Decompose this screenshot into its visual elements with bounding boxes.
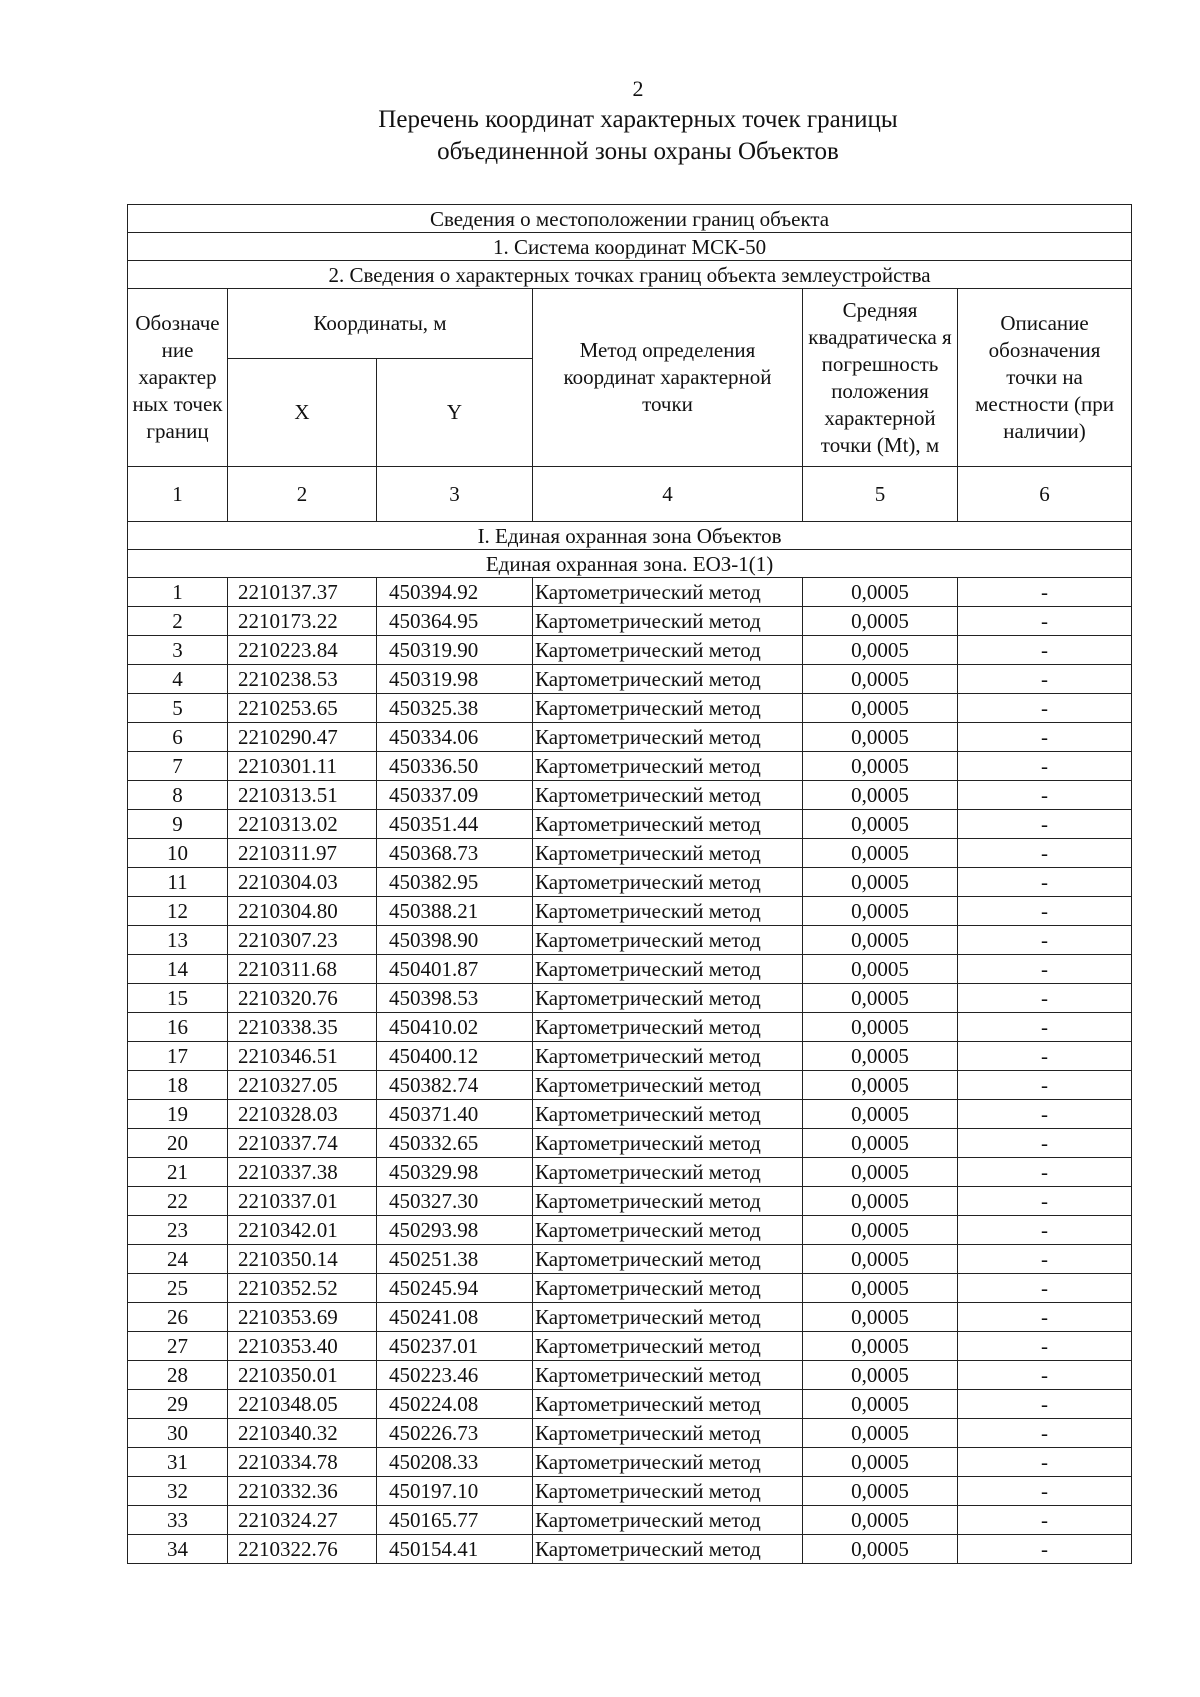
description-cell: - <box>958 1535 1132 1564</box>
coord-x: 2210337.74 <box>228 1129 377 1158</box>
error-cell: 0,0005 <box>803 1071 958 1100</box>
coord-y: 450319.90 <box>377 636 533 665</box>
table-row <box>128 636 1132 665</box>
description-cell: - <box>958 607 1132 636</box>
table-row <box>128 1274 1132 1303</box>
coord-y: 450368.73 <box>377 839 533 868</box>
coord-y: 450223.46 <box>377 1361 533 1390</box>
error-cell: 0,0005 <box>803 1042 958 1071</box>
point-number: 9 <box>128 810 228 839</box>
table-row <box>128 781 1132 810</box>
coord-y: 450398.90 <box>377 926 533 955</box>
method-cell: Картометрический метод <box>533 1419 803 1448</box>
coord-x: 2210311.68 <box>228 955 377 984</box>
point-number: 15 <box>128 984 228 1013</box>
error-cell: 0,0005 <box>803 752 958 781</box>
coord-x: 2210327.05 <box>228 1071 377 1100</box>
coord-y: 450197.10 <box>377 1477 533 1506</box>
error-cell: 0,0005 <box>803 1506 958 1535</box>
description-cell: - <box>958 752 1132 781</box>
coord-x: 2210338.35 <box>228 1013 377 1042</box>
coord-x: 2210173.22 <box>228 607 377 636</box>
description-cell: - <box>958 1361 1132 1390</box>
description-cell: - <box>958 1245 1132 1274</box>
error-cell: 0,0005 <box>803 1216 958 1245</box>
table-row <box>128 694 1132 723</box>
point-number: 7 <box>128 752 228 781</box>
description-cell: - <box>958 1303 1132 1332</box>
coord-y: 450208.33 <box>377 1448 533 1477</box>
table-row <box>128 984 1132 1013</box>
point-number: 3 <box>128 636 228 665</box>
coord-y: 450364.95 <box>377 607 533 636</box>
table-row <box>128 1390 1132 1419</box>
col-number: 2 <box>228 467 377 522</box>
error-cell: 0,0005 <box>803 868 958 897</box>
coord-y: 450325.38 <box>377 694 533 723</box>
error-cell: 0,0005 <box>803 723 958 752</box>
coord-y: 450251.38 <box>377 1245 533 1274</box>
table-row <box>128 1448 1132 1477</box>
coord-y: 450154.41 <box>377 1535 533 1564</box>
description-cell: - <box>958 1274 1132 1303</box>
point-number: 31 <box>128 1448 228 1477</box>
table-row <box>128 1013 1132 1042</box>
coord-x: 2210340.32 <box>228 1419 377 1448</box>
method-cell: Картометрический метод <box>533 578 803 607</box>
col-header-method: Метод определения координат характерной точки <box>533 289 803 467</box>
description-cell: - <box>958 1477 1132 1506</box>
coord-x: 2210324.27 <box>228 1506 377 1535</box>
table-row <box>128 1071 1132 1100</box>
coord-y: 450224.08 <box>377 1390 533 1419</box>
table-row <box>128 578 1132 607</box>
method-cell: Картометрический метод <box>533 1013 803 1042</box>
method-cell: Картометрический метод <box>533 1535 803 1564</box>
error-cell: 0,0005 <box>803 578 958 607</box>
error-cell: 0,0005 <box>803 810 958 839</box>
point-number: 28 <box>128 1361 228 1390</box>
method-cell: Картометрический метод <box>533 1158 803 1187</box>
method-cell: Картометрический метод <box>533 1303 803 1332</box>
coord-y: 450388.21 <box>377 897 533 926</box>
point-number: 24 <box>128 1245 228 1274</box>
description-cell: - <box>958 1129 1132 1158</box>
col-header-description: Описание обозначения точки на местности (при наличии) <box>958 289 1132 467</box>
table-row <box>128 1100 1132 1129</box>
col-number: 5 <box>803 467 958 522</box>
coord-x: 2210342.01 <box>228 1216 377 1245</box>
point-number: 25 <box>128 1274 228 1303</box>
col-number: 4 <box>533 467 803 522</box>
coord-x: 2210348.05 <box>228 1390 377 1419</box>
title-line-2: объединенной зоны охраны Объектов <box>437 138 839 165</box>
coord-x: 2210307.23 <box>228 926 377 955</box>
table-row <box>128 868 1132 897</box>
point-number: 26 <box>128 1303 228 1332</box>
point-number: 19 <box>128 1100 228 1129</box>
point-number: 33 <box>128 1506 228 1535</box>
table-row <box>128 1187 1132 1216</box>
point-number: 1 <box>128 578 228 607</box>
error-cell: 0,0005 <box>803 955 958 984</box>
description-cell: - <box>958 781 1132 810</box>
coord-y: 450410.02 <box>377 1013 533 1042</box>
error-cell: 0,0005 <box>803 1100 958 1129</box>
error-cell: 0,0005 <box>803 839 958 868</box>
points-info-header: 2. Сведения о характерных точках границ объекта землеустройства <box>128 261 1132 289</box>
description-cell: - <box>958 1390 1132 1419</box>
method-cell: Картометрический метод <box>533 810 803 839</box>
point-number: 14 <box>128 955 228 984</box>
table-row <box>128 897 1132 926</box>
error-cell: 0,0005 <box>803 781 958 810</box>
description-cell: - <box>958 839 1132 868</box>
coord-y: 450394.92 <box>377 578 533 607</box>
error-cell: 0,0005 <box>803 607 958 636</box>
coord-x: 2210301.11 <box>228 752 377 781</box>
table-row <box>128 1129 1132 1158</box>
point-number: 4 <box>128 665 228 694</box>
method-cell: Картометрический метод <box>533 1042 803 1071</box>
coord-y: 450165.77 <box>377 1506 533 1535</box>
description-cell: - <box>958 1158 1132 1187</box>
coord-x: 2210313.02 <box>228 810 377 839</box>
table-row <box>128 1477 1132 1506</box>
coord-x: 2210253.65 <box>228 694 377 723</box>
method-cell: Картометрический метод <box>533 752 803 781</box>
method-cell: Картометрический метод <box>533 897 803 926</box>
coord-y: 450382.74 <box>377 1071 533 1100</box>
description-cell: - <box>958 1448 1132 1477</box>
section-header: Сведения о местоположении границ объекта <box>128 205 1132 233</box>
coord-y: 450293.98 <box>377 1216 533 1245</box>
coord-y: 450319.98 <box>377 665 533 694</box>
table-row <box>128 1216 1132 1245</box>
description-cell: - <box>958 1419 1132 1448</box>
coord-x: 2210223.84 <box>228 636 377 665</box>
point-number: 21 <box>128 1158 228 1187</box>
page-title <box>0 104 1200 168</box>
col-header-x: X <box>228 359 377 467</box>
description-cell: - <box>958 578 1132 607</box>
coord-x: 2210290.47 <box>228 723 377 752</box>
coord-y: 450382.95 <box>377 868 533 897</box>
point-number: 30 <box>128 1419 228 1448</box>
coord-x: 2210313.51 <box>228 781 377 810</box>
coord-x: 2210238.53 <box>228 665 377 694</box>
method-cell: Картометрический метод <box>533 781 803 810</box>
point-number: 34 <box>128 1535 228 1564</box>
col-header-error: Средняя квадратическа я погрешность положения характерной точки (Mt), м <box>803 289 958 467</box>
error-cell: 0,0005 <box>803 636 958 665</box>
point-number: 27 <box>128 1332 228 1361</box>
description-cell: - <box>958 1187 1132 1216</box>
method-cell: Картометрический метод <box>533 1477 803 1506</box>
coord-x: 2210337.01 <box>228 1187 377 1216</box>
error-cell: 0,0005 <box>803 1448 958 1477</box>
coord-y: 450327.30 <box>377 1187 533 1216</box>
table-row <box>128 810 1132 839</box>
error-cell: 0,0005 <box>803 1477 958 1506</box>
method-cell: Картометрический метод <box>533 839 803 868</box>
point-number: 11 <box>128 868 228 897</box>
method-cell: Картометрический метод <box>533 1332 803 1361</box>
coord-y: 450334.06 <box>377 723 533 752</box>
method-cell: Картометрический метод <box>533 868 803 897</box>
coord-x: 2210332.36 <box>228 1477 377 1506</box>
col-header-designation: Обозначе ние характер ных точек границ <box>128 289 228 467</box>
table-row <box>128 926 1132 955</box>
coord-x: 2210350.14 <box>228 1245 377 1274</box>
coord-y: 450371.40 <box>377 1100 533 1129</box>
description-cell: - <box>958 1506 1132 1535</box>
error-cell: 0,0005 <box>803 1535 958 1564</box>
coord-y: 450329.98 <box>377 1158 533 1187</box>
coord-x: 2210304.03 <box>228 868 377 897</box>
col-header-coordinates: Координаты, м <box>228 289 533 359</box>
method-cell: Картометрический метод <box>533 1506 803 1535</box>
coord-x: 2210334.78 <box>228 1448 377 1477</box>
point-number: 17 <box>128 1042 228 1071</box>
coord-y: 450332.65 <box>377 1129 533 1158</box>
error-cell: 0,0005 <box>803 1303 958 1332</box>
method-cell: Картометрический метод <box>533 1361 803 1390</box>
point-number: 10 <box>128 839 228 868</box>
coord-x: 2210353.69 <box>228 1303 377 1332</box>
coord-x: 2210353.40 <box>228 1332 377 1361</box>
description-cell: - <box>958 1332 1132 1361</box>
coord-y: 450337.09 <box>377 781 533 810</box>
point-number: 18 <box>128 1071 228 1100</box>
table-row <box>128 665 1132 694</box>
method-cell: Картометрический метод <box>533 636 803 665</box>
table-row <box>128 1332 1132 1361</box>
coord-y: 450398.53 <box>377 984 533 1013</box>
coord-y: 450351.44 <box>377 810 533 839</box>
method-cell: Картометрический метод <box>533 1071 803 1100</box>
method-cell: Картометрический метод <box>533 607 803 636</box>
coord-x: 2210328.03 <box>228 1100 377 1129</box>
coord-x: 2210322.76 <box>228 1535 377 1564</box>
description-cell: - <box>958 926 1132 955</box>
table-row <box>128 955 1132 984</box>
coord-y: 450245.94 <box>377 1274 533 1303</box>
method-cell: Картометрический метод <box>533 926 803 955</box>
coord-x: 2210350.01 <box>228 1361 377 1390</box>
coord-y: 450241.08 <box>377 1303 533 1332</box>
point-number: 5 <box>128 694 228 723</box>
description-cell: - <box>958 694 1132 723</box>
coord-x: 2210137.37 <box>228 578 377 607</box>
description-cell: - <box>958 1042 1132 1071</box>
page-number: 2 <box>632 76 644 101</box>
col-number: 3 <box>377 467 533 522</box>
coord-y: 450336.50 <box>377 752 533 781</box>
table-row <box>128 723 1132 752</box>
method-cell: Картометрический метод <box>533 1100 803 1129</box>
point-number: 29 <box>128 1390 228 1419</box>
point-number: 23 <box>128 1216 228 1245</box>
description-cell: - <box>958 955 1132 984</box>
col-number: 6 <box>958 467 1132 522</box>
error-cell: 0,0005 <box>803 1419 958 1448</box>
point-number: 22 <box>128 1187 228 1216</box>
method-cell: Картометрический метод <box>533 1245 803 1274</box>
method-cell: Картометрический метод <box>533 1448 803 1477</box>
zone-title: I. Единая охранная зона Объектов <box>128 522 1132 550</box>
point-number: 2 <box>128 607 228 636</box>
coord-y: 450226.73 <box>377 1419 533 1448</box>
description-cell: - <box>958 897 1132 926</box>
method-cell: Картометрический метод <box>533 1390 803 1419</box>
point-number: 20 <box>128 1129 228 1158</box>
table-row <box>128 1303 1132 1332</box>
method-cell: Картометрический метод <box>533 1216 803 1245</box>
coord-x: 2210311.97 <box>228 839 377 868</box>
description-cell: - <box>958 868 1132 897</box>
error-cell: 0,0005 <box>803 897 958 926</box>
error-cell: 0,0005 <box>803 984 958 1013</box>
method-cell: Картометрический метод <box>533 955 803 984</box>
description-cell: - <box>958 723 1132 752</box>
method-cell: Картометрический метод <box>533 1187 803 1216</box>
coord-y: 450401.87 <box>377 955 533 984</box>
table-row <box>128 1042 1132 1071</box>
coord-x: 2210337.38 <box>228 1158 377 1187</box>
point-number: 8 <box>128 781 228 810</box>
coord-y: 450400.12 <box>377 1042 533 1071</box>
table-row <box>128 752 1132 781</box>
description-cell: - <box>958 1216 1132 1245</box>
description-cell: - <box>958 1013 1132 1042</box>
coord-x: 2210304.80 <box>228 897 377 926</box>
method-cell: Картометрический метод <box>533 665 803 694</box>
table-row <box>128 607 1132 636</box>
description-cell: - <box>958 636 1132 665</box>
error-cell: 0,0005 <box>803 1187 958 1216</box>
description-cell: - <box>958 665 1132 694</box>
table-row <box>128 1419 1132 1448</box>
point-number: 32 <box>128 1477 228 1506</box>
table-row <box>128 839 1132 868</box>
description-cell: - <box>958 810 1132 839</box>
table-row <box>128 1506 1132 1535</box>
description-cell: - <box>958 984 1132 1013</box>
point-number: 12 <box>128 897 228 926</box>
description-cell: - <box>958 1100 1132 1129</box>
coord-system-header: 1. Система координат МСК-50 <box>128 233 1132 261</box>
table-row <box>128 1158 1132 1187</box>
error-cell: 0,0005 <box>803 1361 958 1390</box>
point-number: 16 <box>128 1013 228 1042</box>
error-cell: 0,0005 <box>803 1245 958 1274</box>
point-number: 13 <box>128 926 228 955</box>
error-cell: 0,0005 <box>803 694 958 723</box>
coordinates-table <box>127 204 1132 1564</box>
error-cell: 0,0005 <box>803 1332 958 1361</box>
title-line-1: Перечень координат характерных точек границы <box>378 106 898 133</box>
table-row <box>128 1535 1132 1564</box>
error-cell: 0,0005 <box>803 926 958 955</box>
method-cell: Картометрический метод <box>533 1274 803 1303</box>
col-header-y: Y <box>377 359 533 467</box>
error-cell: 0,0005 <box>803 665 958 694</box>
method-cell: Картометрический метод <box>533 1129 803 1158</box>
coord-x: 2210320.76 <box>228 984 377 1013</box>
coord-y: 450237.01 <box>377 1332 533 1361</box>
method-cell: Картометрический метод <box>533 723 803 752</box>
error-cell: 0,0005 <box>803 1013 958 1042</box>
col-number: 1 <box>128 467 228 522</box>
zone-subtitle: Единая охранная зона. ЕОЗ-1(1) <box>128 550 1132 578</box>
coord-x: 2210352.52 <box>228 1274 377 1303</box>
table-row <box>128 1245 1132 1274</box>
method-cell: Картометрический метод <box>533 694 803 723</box>
error-cell: 0,0005 <box>803 1390 958 1419</box>
table-row <box>128 1361 1132 1390</box>
error-cell: 0,0005 <box>803 1274 958 1303</box>
error-cell: 0,0005 <box>803 1129 958 1158</box>
description-cell: - <box>958 1071 1132 1100</box>
coord-x: 2210346.51 <box>228 1042 377 1071</box>
method-cell: Картометрический метод <box>533 984 803 1013</box>
error-cell: 0,0005 <box>803 1158 958 1187</box>
point-number: 6 <box>128 723 228 752</box>
